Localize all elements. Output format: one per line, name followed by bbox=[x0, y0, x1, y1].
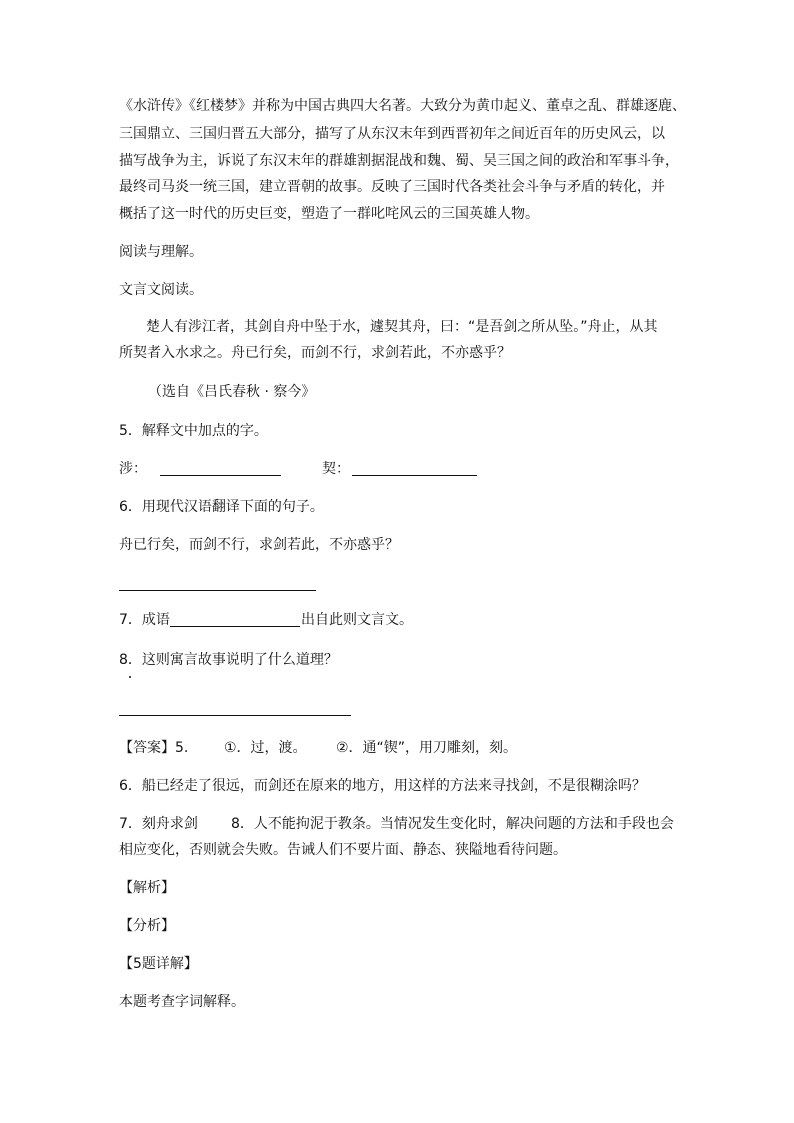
answer-6: 6．船已经走了很远，而剑还在原来的地方，用这样的方法来寻找剑，不是很糊涂吗？ bbox=[119, 778, 646, 794]
answer-7: 7．刻舟求剑 bbox=[119, 816, 198, 832]
answer-blank-she[interactable] bbox=[160, 475, 281, 476]
analysis-body: 本题考查字词解释。 bbox=[119, 994, 245, 1010]
answer-5-label: 【答案】5. bbox=[119, 740, 189, 756]
answer-blank-q7[interactable] bbox=[170, 626, 300, 627]
intro-line-4: 最终司马炎一统三国，建立晋朝的故事。反映了三国时代各类社会斗争与矛盾的转化，并 bbox=[119, 179, 665, 195]
section-reading-heading: 阅读与理解。 bbox=[119, 244, 203, 260]
section-classical-heading: 文言文阅读。 bbox=[119, 282, 203, 298]
intro-line-3: 描写战争为主，诉说了东汉末年的群雄割据混战和魏、蜀、吴三国之间的政治和军事斗争， bbox=[119, 153, 679, 169]
passage-source: （选自《吕氏春秋 · 察今》 bbox=[148, 384, 316, 400]
answer-5-part-2: ②．通“锲”，用刀雕刻，刻。 bbox=[336, 740, 518, 756]
question-5-she-label: 涉： bbox=[119, 461, 147, 477]
intro-line-2: 三国鼎立、三国归晋五大部分，描写了从东汉末年到西晋初年之间近百年的历史风云，以 bbox=[119, 126, 665, 142]
answer-5-part-1: ①．过，渡。 bbox=[224, 740, 307, 756]
question-5-qi-label: 契： bbox=[322, 461, 350, 477]
analysis-heading: 【解析】 bbox=[119, 880, 175, 896]
detail-5-heading: 【5题详解】 bbox=[119, 956, 198, 972]
question-5: 5．解释文中加点的字。 bbox=[119, 423, 268, 439]
fenxi-heading: 【分析】 bbox=[119, 918, 175, 934]
answer-blank-q8[interactable] bbox=[119, 715, 351, 716]
question-7-prefix: 7．成语 bbox=[119, 612, 170, 628]
intro-line-1: 《水浒传》《红楼梦》并称为中国古典四大名著。大致分为黄巾起义、董卓之乱、群雄逐鹿、 bbox=[119, 98, 686, 114]
question-7-suffix: 出自此则文言文。 bbox=[301, 612, 413, 628]
answer-8-line-2: 相应变化，否则就会失败。告诫人们不要片面、静态、狭隘地看待问题。 bbox=[119, 842, 567, 858]
passage-line-1: 楚人有涉江者，其剑自舟中坠于水，遽契其舟，曰：“是吾剑之所从坠。”舟止，从其 bbox=[146, 319, 658, 335]
question-8: 8．这则寓言故事说明了什么道理？ bbox=[119, 652, 338, 668]
emphasis-dot bbox=[129, 676, 131, 678]
answer-blank-q6[interactable] bbox=[119, 590, 316, 591]
question-6: 6．用现代汉语翻译下面的句子。 bbox=[119, 499, 324, 515]
intro-line-5: 概括了这一时代的历史巨变，塑造了一群叱咤风云的三国英雄人物。 bbox=[119, 206, 539, 222]
answer-8-line-1: 8．人不能拘泥于教条。当情况发生变化时，解决问题的方法和手段也会 bbox=[231, 816, 674, 832]
passage-line-2: 所契者入水求之。舟已行矣，而剑不行，求剑若此，不亦惑乎？ bbox=[119, 345, 511, 361]
answer-blank-qi[interactable] bbox=[352, 475, 477, 476]
question-6-sentence: 舟已行矣，而剑不行，求剑若此，不亦惑乎？ bbox=[119, 537, 399, 553]
